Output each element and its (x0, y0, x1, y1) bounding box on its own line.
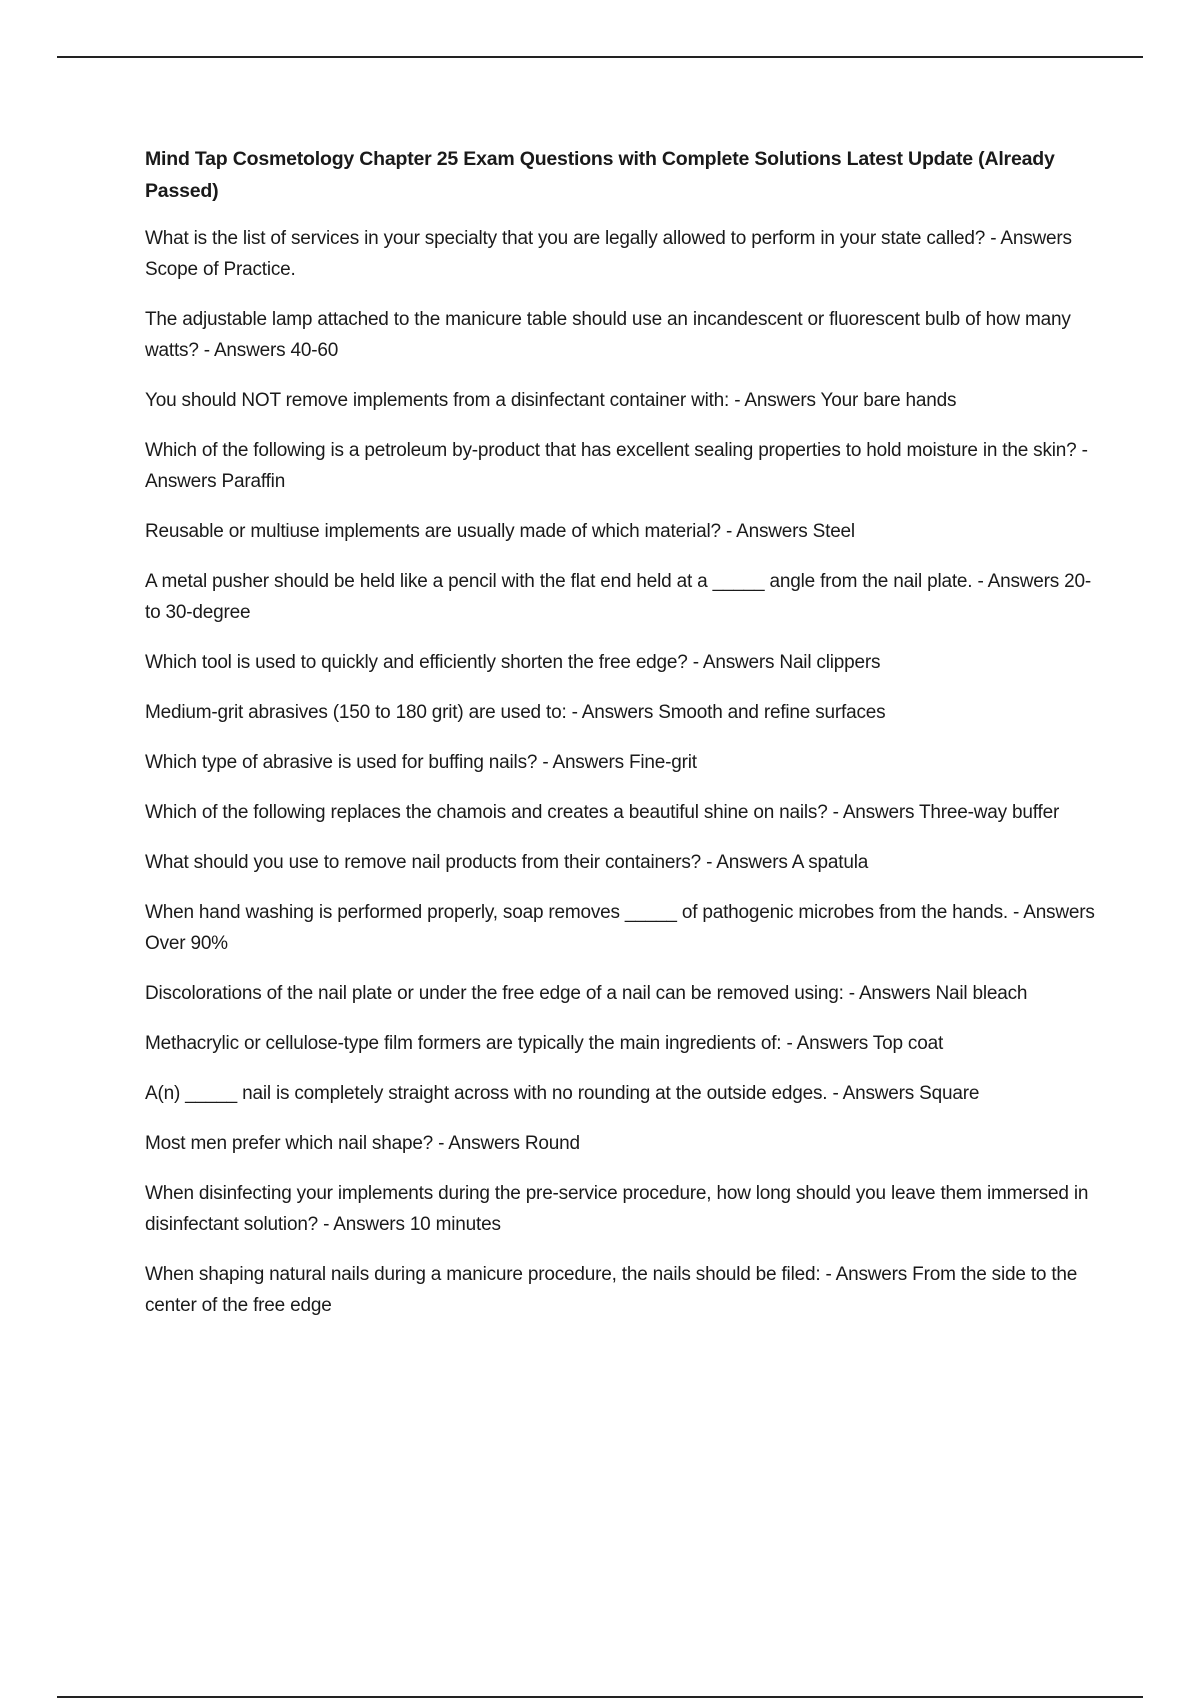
qa-item: Discolorations of the nail plate or under the free edge of a nail can be removed using: - Answers Nail bleach (145, 983, 1028, 1004)
document-body (145, 143, 1095, 1340)
qa-item: What should you use to remove nail products from their containers? - Answers A spatula (145, 852, 869, 873)
qa-item: When disinfecting your implements during the pre-service procedure, how long should you leave them immersed in disinfectant solution? - Answers 10 minutes (145, 1183, 1089, 1235)
document-title: Mind Tap Cosmetology Chapter 25 Exam Questions with Complete Solutions Latest Update (Already Passed) (145, 148, 1055, 202)
qa-item: Medium-grit abrasives (150 to 180 grit) are used to: - Answers Smooth and refine surfaces (145, 702, 886, 723)
qa-item: What is the list of services in your specialty that you are legally allowed to perform in your state called? - Answers Scope of Practice. (145, 228, 1072, 280)
qa-item: When shaping natural nails during a manicure procedure, the nails should be filed: - Answers From the side to the center of the free edge (145, 1264, 1078, 1316)
qa-item: Most men prefer which nail shape? - Answers Round (145, 1133, 580, 1154)
qa-item: Which tool is used to quickly and efficiently shorten the free edge? - Answers Nail clippers (145, 652, 881, 673)
header-rule (57, 56, 1143, 58)
qa-item: When hand washing is performed properly, soap removes _____ of pathogenic microbes from the hands. - Answers Over 90% (145, 902, 1095, 954)
qa-item: The adjustable lamp attached to the manicure table should use an incandescent or fluorescent bulb of how many watts? - Answers 40-60 (145, 309, 1071, 361)
qa-item: Reusable or multiuse implements are usually made of which material? - Answers Steel (145, 521, 855, 542)
qa-item: A metal pusher should be held like a pencil with the flat end held at a _____ angle from the nail plate. - Answers 20- to 30-degree (145, 571, 1092, 623)
qa-item: Which of the following is a petroleum by-product that has excellent sealing properties to hold moisture in the skin? - Answers Paraffin (145, 440, 1088, 492)
qa-item: A(n) _____ nail is completely straight across with no rounding at the outside edges. - Answers Square (145, 1083, 980, 1104)
qa-item: Which of the following replaces the chamois and creates a beautiful shine on nails? - Answers Three-way buffer (145, 802, 1060, 823)
qa-item: Which type of abrasive is used for buffing nails? - Answers Fine-grit (145, 752, 697, 773)
qa-item: You should NOT remove implements from a disinfectant container with: - Answers Your bare hands (145, 390, 957, 411)
footer-rule (57, 1696, 1143, 1698)
qa-item: Methacrylic or cellulose-type film formers are typically the main ingredients of: - Answers Top coat (145, 1033, 944, 1054)
